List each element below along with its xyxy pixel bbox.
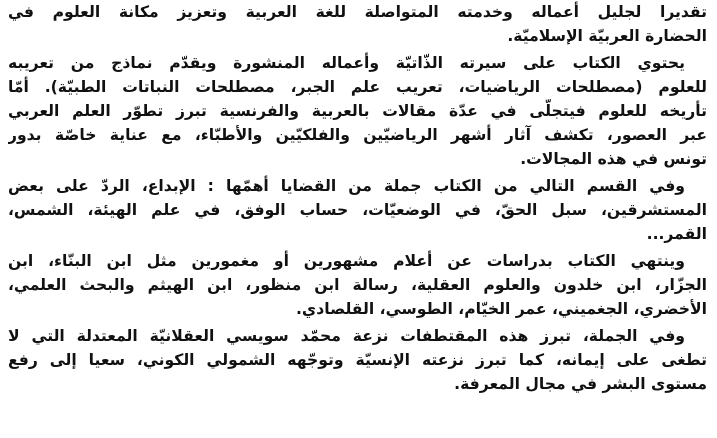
text-line: القمر... (646, 225, 707, 243)
text-line: وينتهي الكتاب بدراسات عن أعلام مشهورين أو مغمورين مثل ابن البنّاء، ابن (8, 252, 685, 270)
text-line: يحتوي الكتاب على سيرته الذّاتيّة وأعماله المنشورة ويقدّم نماذج من تعريبه (8, 54, 685, 72)
text-line: تونس في هذه المجالات. (520, 150, 707, 168)
text-line: تأريخه للعلوم فيتجلّى في عدّة مقالات بالعربية والفرنسية تبرز تطوّر العلم العربي (8, 102, 707, 120)
text-line: للعلوم (مصطلحات الرياضيات، تعريب علم الجبر، مصطلحات النباتات الطبيّة). أمّا (8, 78, 707, 96)
paragraph-1 (8, 0, 707, 48)
paragraph-5 (8, 324, 707, 396)
text-line: تطغى على إيمانه، كما تبرز نزعته الإنسيّة وتوجّهه الشمولي الكوني، سعيا إلى رفع (8, 351, 707, 369)
text-line: عبر العصور، تكشف آثار أشهر الرياضيّين والفلكيّين والأطبّاء، مع عناية خاصّة بدور (8, 126, 707, 144)
text-line: وفي الجملة، تبرز هذه المقتطفات نزعة محمّد سويسي العقلانيّة المعتدلة التي لا (8, 327, 685, 345)
text-line: الجزّار، ابن خلدون والعلوم العقلية، رسالة ابن منظور، ابن الهيثم والبحث العلمي، (8, 276, 707, 294)
text-line: المستشرقين، سبل الحقّ، في الوضعيّات، حساب الوفق، في علم الهيئة، الشمس، (8, 201, 707, 219)
paragraph-2 (8, 51, 707, 171)
text-line: وفي القسم التالي من الكتاب جملة من القضايا أهمّها : الإبداع، الردّ على بعض (8, 177, 685, 195)
paragraph-3 (8, 174, 707, 246)
text-line: الحضارة العربيّة الإسلاميّة. (507, 27, 707, 45)
text-line: الأخضري، الجغميني، عمر الخيّام، الطوسي، القلصادي. (296, 300, 707, 318)
text-line: تقديرا لجليل أعماله وخدمته المتواصلة للغة العربية وتعزيز مكانة العلوم في (8, 3, 707, 21)
paragraph-4 (8, 249, 707, 321)
text-line: مستوى البشر في مجال المعرفة. (454, 375, 707, 393)
